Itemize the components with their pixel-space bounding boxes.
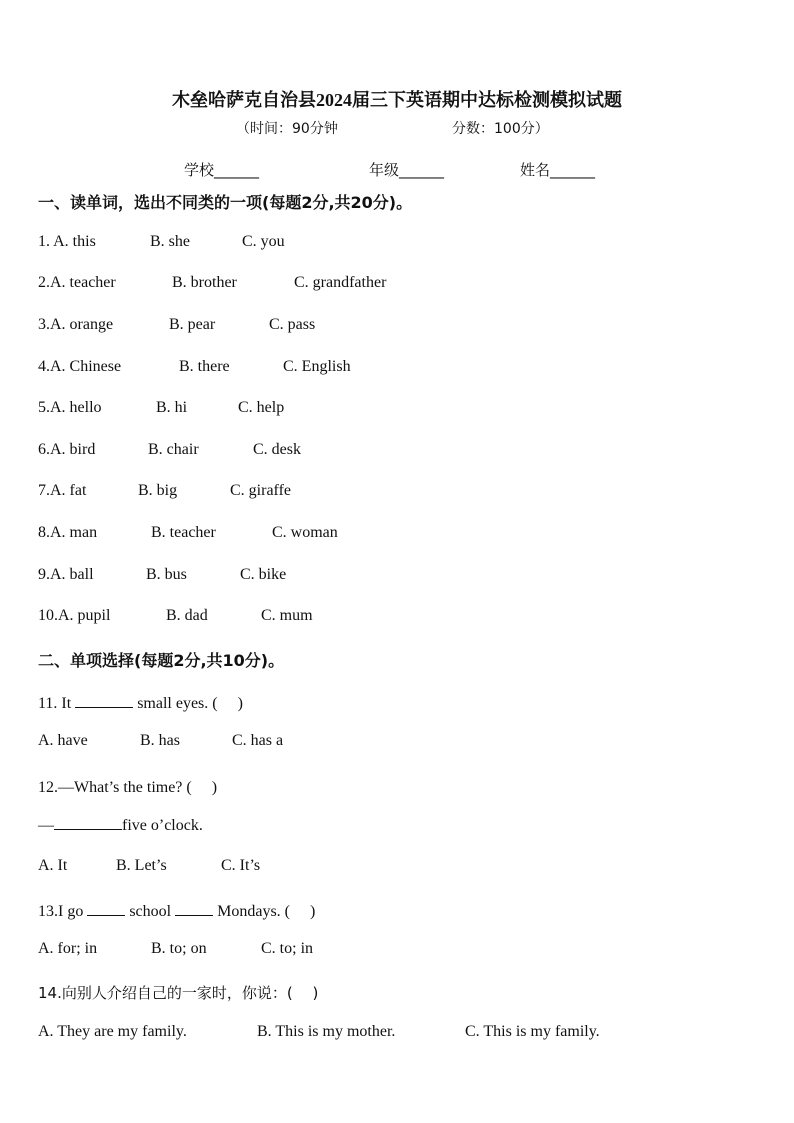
option-a: 2.A. teacher — [38, 274, 116, 291]
section-2-heading: 二、单项选择(每题2分,共10分)。 — [38, 651, 285, 670]
option-b: B. chair — [148, 441, 199, 458]
question-12-response — [38, 815, 203, 835]
option-b: B. she — [150, 233, 190, 250]
option-a: 1. A. this — [38, 233, 96, 250]
option-a: 8.A. man — [38, 524, 98, 541]
dash-text: — — [38, 817, 54, 834]
option-c: C. It’s — [221, 857, 261, 874]
option-b: B. brother — [172, 274, 237, 291]
option-a: 5.A. hello — [38, 399, 102, 416]
option-c: C. giraffe — [230, 482, 292, 499]
option-b: B. dad — [166, 607, 208, 624]
question-row — [38, 607, 313, 625]
school-field: 学校______ — [184, 161, 260, 179]
option-c: C. you — [242, 233, 285, 250]
exam-title: 木垒哈萨克自治县2024届三下英语期中达标检测模拟试题 — [172, 90, 622, 110]
exam-score: 分数：100分） — [452, 121, 549, 137]
question-row — [38, 358, 351, 376]
option-a: A. have — [38, 732, 88, 749]
question-row — [38, 524, 338, 542]
section-1-heading: 一、读单词，选出不同类的一项(每题2分,共20分)。 — [38, 193, 413, 212]
option-b: B. has — [140, 732, 180, 749]
question-options — [38, 732, 283, 750]
question-options — [38, 857, 260, 875]
option-a: 4.A. Chinese — [38, 358, 122, 375]
option-c: C. mum — [261, 607, 313, 624]
question-row — [38, 441, 301, 459]
option-c: C. desk — [253, 441, 301, 458]
answer-blank[interactable] — [75, 693, 133, 708]
question-row — [38, 482, 291, 500]
grade-field: 年级______ — [369, 161, 445, 179]
answer-blank[interactable] — [54, 815, 122, 830]
question-text: 13.I go — [38, 903, 84, 920]
question-row — [38, 566, 286, 584]
question-text: Mondays. ( ) — [217, 903, 316, 920]
option-c: C. help — [238, 399, 285, 416]
option-c: C. to; in — [261, 940, 314, 957]
answer-blank[interactable] — [87, 901, 125, 916]
question-text: small eyes. ( ) — [137, 695, 243, 712]
question-12: 12.—What’s the time? ( ) — [38, 779, 218, 796]
question-text: school — [129, 903, 172, 920]
option-b: B. there — [179, 358, 230, 375]
option-b: B. to; on — [151, 940, 207, 957]
option-b: B. bus — [146, 566, 187, 583]
question-row — [38, 274, 386, 292]
question-row — [38, 316, 315, 334]
option-b: B. teacher — [151, 524, 216, 541]
option-b: B. pear — [169, 316, 216, 333]
option-c: C. bike — [240, 566, 287, 583]
question-14: 14.向别人介绍自己的一家时，你说：( ) — [38, 984, 319, 1002]
question-text: five o’clock. — [122, 817, 203, 834]
option-c: C. pass — [269, 316, 316, 333]
option-a: 7.A. fat — [38, 482, 87, 499]
option-b: B. hi — [156, 399, 188, 416]
exam-time: （时间：90分钟 — [236, 121, 338, 137]
option-a: A. for; in — [38, 940, 98, 957]
question-11 — [38, 690, 243, 713]
option-a: 3.A. orange — [38, 316, 114, 333]
question-row — [38, 399, 284, 417]
question-options — [38, 940, 313, 958]
option-a: 9.A. ball — [38, 566, 94, 583]
option-c: C. English — [283, 358, 351, 375]
option-b: B. Let’s — [116, 857, 167, 874]
question-13 — [38, 898, 315, 921]
option-c: C. woman — [272, 524, 338, 541]
name-field: 姓名______ — [520, 161, 596, 179]
question-row — [38, 233, 285, 251]
answer-blank[interactable] — [175, 901, 213, 916]
option-c: C. has a — [232, 732, 284, 749]
option-a: 10.A. pupil — [38, 607, 111, 624]
question-options — [38, 1023, 600, 1041]
option-a: A. It — [38, 857, 68, 874]
option-a: A. They are my family. — [38, 1023, 187, 1040]
option-b: B. This is my mother. — [257, 1023, 396, 1040]
option-c: C. This is my family. — [465, 1023, 600, 1040]
option-a: 6.A. bird — [38, 441, 96, 458]
option-b: B. big — [138, 482, 178, 499]
option-c: C. grandfather — [294, 274, 387, 291]
question-text: 11. It — [38, 695, 72, 712]
